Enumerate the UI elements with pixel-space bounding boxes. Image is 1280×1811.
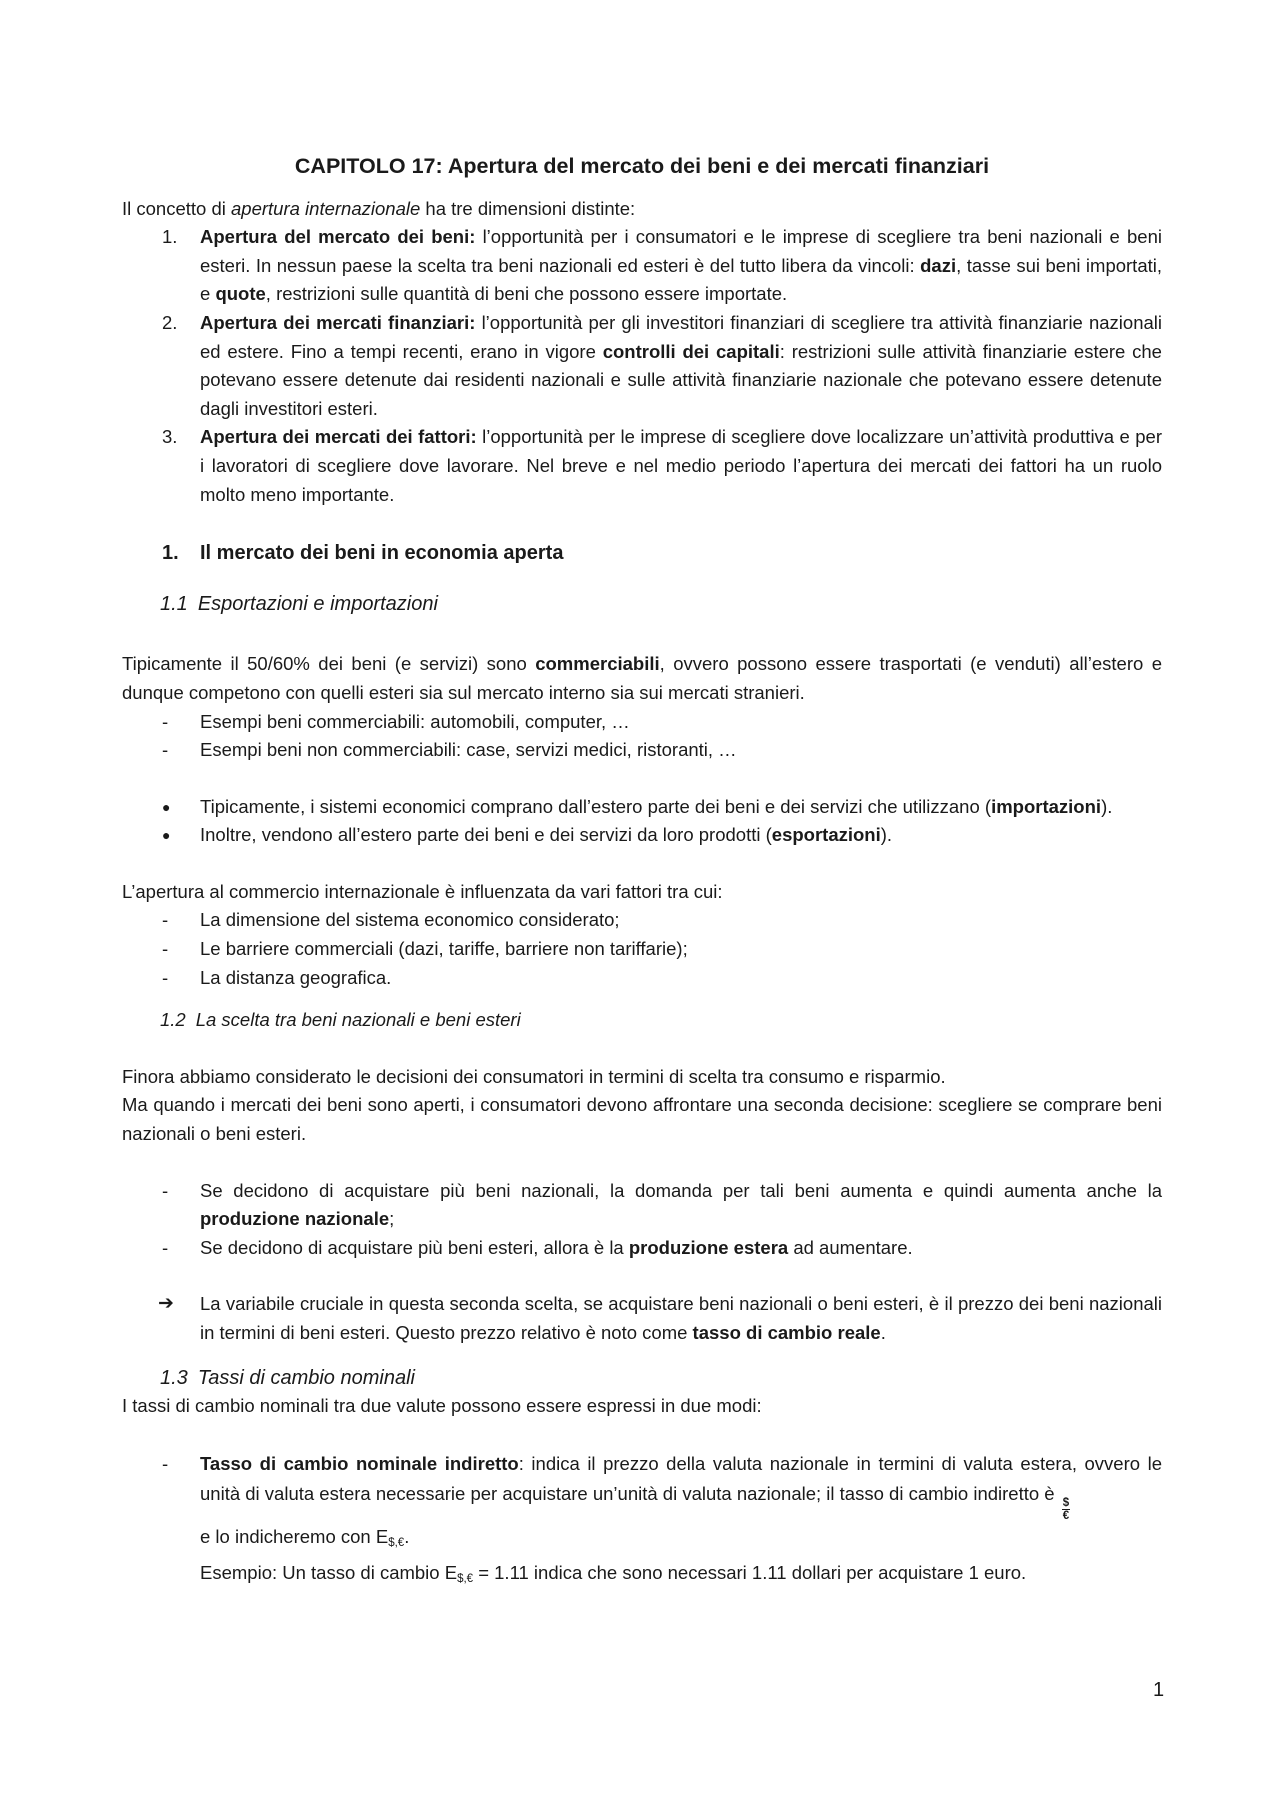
bullet-text: Tipicamente, i sistemi economici comprano dall’estero parte dei beni e dei servizi che utilizzano (	[200, 795, 992, 817]
dimension-text: l’opportunità per i consumatori e le imprese di scegliere tra beni nazionali e beni esteri. In nessun paese la scelta tra beni nazionali ed esteri è del tutto libera da vincoli:	[200, 226, 1162, 276]
chapter-title: CAPITOLO 17: Apertura del mercato dei beni e dei mercati finanziari	[294, 154, 990, 178]
definition-text: e lo indicheremo con E	[200, 1526, 389, 1548]
dimension-text: l’opportunità per gli investitori finanziari di scegliere tra attività finanziarie nazionali ed estere. Fino a tempi recenti, erano in vigore	[200, 311, 1163, 362]
term-produzione-nazionale: produzione nazionale	[200, 1208, 390, 1230]
factor-text: La distanza geografica.	[200, 966, 392, 988]
dash-marker: -	[162, 938, 169, 960]
term-tasso-cambio-reale: tasso di cambio reale	[692, 1322, 881, 1343]
note-text: .	[880, 1322, 886, 1343]
bullet-text: ).	[880, 824, 893, 846]
definition-text: : indica il prezzo della valuta nazionale in termini di valuta estera, ovvero le unità di valuta estera necessarie per acquistare un’unità di valuta nazionale; il tasso di cambio indiretto è	[200, 1452, 1163, 1504]
list-item-dimension-2	[122, 309, 1162, 423]
paragraph-text: , ovvero possono essere trasportati (e venduti) all’estero e dunque competono con quelli esteri sia sul mercato interno sia sui mercati stranieri.	[122, 653, 1162, 703]
list-number: 2.	[162, 311, 178, 333]
subsection-number: 1.1	[160, 592, 188, 615]
dash-marker: -	[162, 739, 169, 761]
tradables-paragraph	[122, 650, 1162, 707]
bullet-text: Inoltre, vendono all’estero parte dei beni e dei servizi da loro prodotti (	[200, 824, 772, 846]
factor-text: La dimensione del sistema economico considerato;	[200, 909, 620, 931]
subsection-title: Tassi di cambio nominali	[197, 1366, 415, 1389]
dimension-text: : restrizioni sulle attività finanziarie estere che potevano essere detenute dai residenti nazionali e sulle attività finanziarie nazionale che potevano essere detenute dagli investitori esteri.	[200, 340, 1162, 419]
list-number: 3.	[162, 426, 178, 448]
subsection-number: 1.3	[160, 1366, 188, 1389]
bullet-text: ).	[1101, 795, 1113, 817]
choice-paragraph-2: Ma quando i mercati dei beni sono aperti, i consumatori devono affrontare una seconda decisione: scegliere se comprare beni nazionali o beni esteri.	[122, 1094, 1162, 1145]
subsection-heading-1-1	[122, 590, 1162, 619]
term-tasso-cambio-indiretto: Tasso di cambio nominale indiretto	[200, 1452, 519, 1474]
section-number: 1.	[162, 542, 179, 565]
example-text: Esempi beni commerciabili: automobili, computer, …	[200, 710, 630, 732]
subsection-number: 1.2	[160, 1009, 186, 1031]
factor-text: Le barriere commerciali (dazi, tariffe, barriere non tariffarie);	[200, 938, 688, 960]
term-commerciabili: commerciabili	[535, 653, 660, 675]
dimension-text: , restrizioni sulle quantità di beni che possono essere importate.	[265, 283, 788, 305]
example-item	[122, 708, 1162, 737]
term-controlli-capitali: controlli dei capitali	[602, 340, 780, 362]
term-quote: quote	[215, 283, 266, 305]
dimension-text: , tasse sui beni importati, e	[200, 254, 1162, 305]
example-text: Esempi beni non commerciabili: case, servizi medici, ristoranti, …	[200, 739, 737, 761]
subsection-heading-1-3	[122, 1364, 1162, 1393]
nominal-paragraph: I tassi di cambio nominali tra due valute possono essere espressi in due modi:	[122, 1395, 762, 1417]
term-produzione-estera: produzione estera	[628, 1236, 789, 1258]
factor-item	[122, 935, 1162, 964]
factor-item	[122, 964, 1162, 993]
dash-marker: -	[162, 1452, 169, 1474]
example-text: Esempio: Un tasso di cambio E	[200, 1562, 458, 1584]
arrow-right-icon: ➔	[158, 1293, 174, 1315]
choice-text: Se decidono di acquistare più beni esteri, allora è la	[200, 1236, 629, 1258]
choice-text: ;	[389, 1208, 395, 1230]
dash-marker: -	[162, 1236, 169, 1258]
choice-text: Se decidono di acquistare più beni nazionali, la domanda per tali beni aumenta e quindi aumenta anche la	[200, 1179, 1162, 1201]
dash-marker: -	[162, 966, 169, 988]
intro-emphasis: apertura internazionale	[231, 197, 421, 219]
term-importazioni: importazioni	[991, 795, 1102, 817]
document-page	[122, 152, 1162, 1594]
currency-fraction	[1062, 1497, 1070, 1522]
intro-paragraph	[122, 195, 1162, 224]
definition-text: .	[404, 1526, 410, 1548]
bullet-item	[122, 793, 1162, 822]
choice-item	[122, 1177, 1162, 1234]
list-item-dimension-3	[122, 423, 1162, 509]
indirect-rate-item	[122, 1449, 1162, 1594]
list-number: 1.	[162, 226, 178, 248]
subsection-title: Esportazioni e importazioni	[197, 592, 438, 615]
dimension-heading: Apertura dei mercati finanziari:	[200, 311, 476, 333]
subsection-title: La scelta tra beni nazionali e beni esteri	[195, 1009, 521, 1031]
choice-item	[122, 1234, 1162, 1263]
factor-item	[122, 906, 1162, 935]
dash-marker: -	[162, 1179, 169, 1201]
bullet-item	[122, 821, 1162, 850]
intro-text-end: ha tre dimensioni distinte:	[420, 197, 636, 219]
subsection-heading-1-2	[122, 1006, 1162, 1035]
bullet-marker: ●	[162, 827, 171, 844]
dimension-heading: Apertura dei mercati dei fattori:	[200, 426, 477, 448]
subscript: $,€	[388, 1537, 405, 1550]
list-item-dimension-1	[122, 223, 1162, 309]
factors-paragraph: L’apertura al commercio internazionale è influenzata da vari fattori tra cui:	[122, 880, 723, 902]
fraction-denominator: €	[1062, 1510, 1070, 1523]
bullet-marker: ●	[162, 798, 171, 815]
subscript: $,€	[457, 1573, 474, 1586]
dimension-heading: Apertura del mercato dei beni:	[200, 226, 476, 248]
term-dazi: dazi	[920, 254, 957, 276]
dash-marker: -	[162, 710, 169, 732]
example-text: = 1.11 indica che sono necessari 1.11 dollari per acquistare 1 euro.	[473, 1562, 1027, 1584]
choice-text: ad aumentare.	[788, 1236, 913, 1258]
page-number: 1	[1153, 1679, 1165, 1701]
dash-marker: -	[162, 909, 169, 931]
paragraph-text: Tipicamente il 50/60% dei beni (e servizi) sono	[122, 653, 536, 675]
dimension-text: l’opportunità per le imprese di scegliere dove localizzare un’attività produttiva e per i lavoratori di scegliere dove lavorare. Nel breve e nel medio periodo l’apertura dei mercati dei fattori ha un ruolo molto meno importante.	[200, 426, 1162, 505]
section-title: Il mercato dei beni in economia aperta	[200, 542, 564, 565]
note-text: La variabile cruciale in questa seconda scelta, se acquistare beni nazionali o beni esteri, è il prezzo dei beni nazionali in termini di beni esteri. Questo prezzo relativo è noto come	[200, 1293, 1162, 1343]
term-esportazioni: esportazioni	[771, 824, 881, 846]
example-item	[122, 736, 1162, 765]
intro-text: Il concetto di	[122, 197, 232, 219]
choice-paragraph-1: Finora abbiamo considerato le decisioni dei consumatori in termini di scelta tra consumo e risparmio.	[122, 1065, 946, 1087]
fraction-numerator: $	[1062, 1497, 1070, 1510]
section-heading-1	[122, 539, 1162, 568]
arrow-note	[122, 1290, 1162, 1347]
